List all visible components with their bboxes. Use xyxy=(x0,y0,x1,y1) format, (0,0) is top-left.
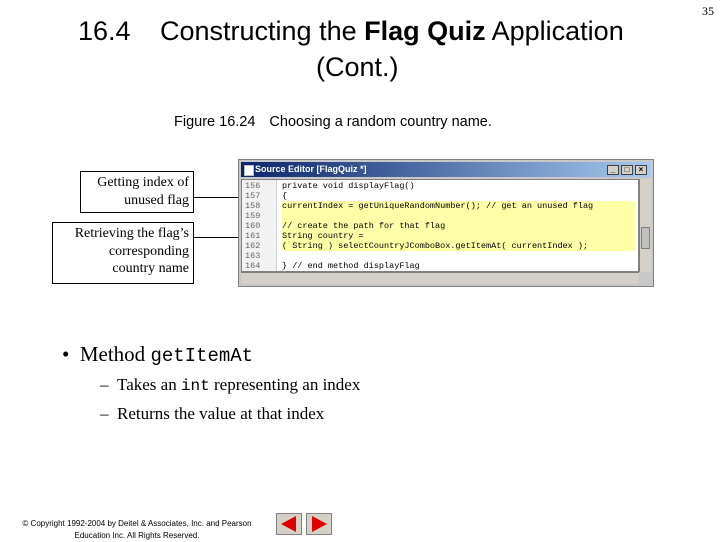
title-bold: Flag Quiz xyxy=(364,16,486,46)
line-number: 161 xyxy=(245,231,261,241)
figure-caption xyxy=(174,114,492,130)
code-line-highlighted xyxy=(282,211,636,221)
sub-bullet-text: Takes an xyxy=(117,375,181,394)
callout-line: Retrieving the flag’s xyxy=(74,226,189,241)
arrow-left-icon xyxy=(277,514,301,534)
sub-bullet-code: int xyxy=(180,377,210,395)
line-number: 159 xyxy=(245,211,261,221)
copyright-notice xyxy=(6,518,268,542)
dash-icon: – xyxy=(100,404,109,423)
bullet-main xyxy=(62,342,253,367)
code-line-highlighted: ( String ) selectCountryJComboBox.getItemAt( currentIndex ); xyxy=(282,241,636,251)
next-slide-button[interactable] xyxy=(306,513,332,535)
sub-bullet-2 xyxy=(100,404,324,424)
code-line xyxy=(282,251,636,261)
slide-title xyxy=(160,16,624,47)
line-number: 157 xyxy=(245,191,261,201)
sub-bullet-text: representing an index xyxy=(209,375,361,394)
previous-slide-button[interactable] xyxy=(276,513,302,535)
window-buttons xyxy=(607,165,647,175)
title-prefix: Constructing the xyxy=(160,16,365,46)
code-line-highlighted: currentIndex = getUniqueRandomNumber(); // get an unused flag xyxy=(282,201,636,211)
callout-line: corresponding xyxy=(108,243,189,259)
source-editor-window xyxy=(238,159,654,287)
maximize-button[interactable]: □ xyxy=(621,165,633,175)
line-number: 163 xyxy=(245,251,261,261)
callout-getting-index xyxy=(80,171,194,213)
copyright-line: © Copyright 1992-2004 by Deitel & Associates, Inc. and Pearson xyxy=(22,519,252,528)
code-line-highlighted: // create the path for that flag xyxy=(282,221,636,231)
vertical-scrollbar[interactable] xyxy=(639,179,651,272)
line-number: 164 xyxy=(245,261,261,271)
bullet-code: getItemAt xyxy=(150,345,254,367)
close-button[interactable]: × xyxy=(635,165,647,175)
code-line: { xyxy=(282,191,288,201)
figure-label: Figure 16.24 xyxy=(174,114,256,130)
copyright-line: Education Inc. All Rights Reserved. xyxy=(74,531,200,540)
title-suffix: Application xyxy=(485,16,624,46)
bullet-text: Method xyxy=(79,342,151,366)
minimize-button[interactable]: _ xyxy=(607,165,619,175)
figure-caption-text: Choosing a random country name. xyxy=(269,114,492,130)
bullet-icon: • xyxy=(62,342,70,366)
editor-window-title: Source Editor [FlagQuiz *] xyxy=(255,164,367,174)
code-line: private void displayFlag() xyxy=(282,181,415,191)
slide-number: 35 xyxy=(702,4,714,18)
arrow-right-icon xyxy=(307,514,331,534)
callout-retrieving-name xyxy=(52,222,194,284)
sub-bullet-text: Returns the value at that index xyxy=(117,404,325,423)
callout-line: unused flag xyxy=(124,192,189,208)
callout-line: Getting index of xyxy=(97,175,189,190)
line-number: 156 xyxy=(245,181,261,191)
line-number: 158 xyxy=(245,201,261,211)
code-line-highlighted: String country = xyxy=(282,231,636,241)
editor-title-bar xyxy=(241,162,651,177)
dash-icon: – xyxy=(100,375,109,394)
sub-bullet-1 xyxy=(100,375,360,395)
scrollbar-thumb[interactable] xyxy=(641,227,650,249)
code-line: } // end method displayFlag xyxy=(282,261,420,271)
callout-line: country name xyxy=(112,261,189,276)
section-number: 16.4 xyxy=(78,16,131,46)
document-icon xyxy=(244,165,254,176)
horizontal-scrollbar[interactable] xyxy=(241,272,639,284)
code-area[interactable] xyxy=(241,179,639,272)
slide-title-continued: (Cont.) xyxy=(316,52,399,82)
line-number: 162 xyxy=(245,241,261,251)
line-number: 160 xyxy=(245,221,261,231)
